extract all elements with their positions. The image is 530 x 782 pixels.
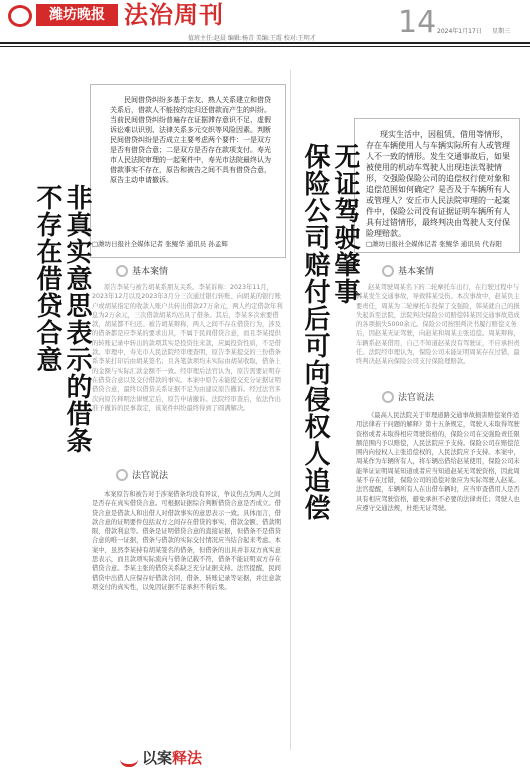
left-case-text: 原告李某与被告胡某系朋友关系。李某诉称：2023年11月，2023年12月以及2023年3月分三次通过银行转账、向胡某的银行账户或胡某指定的收款人账户共转出借款27万余元，两人约定借款年利息为2万余元，三次借款胡某均出具了借条。其后，李某多次索要借款，胡某都不归还。被告胡某辩称，两人之间不存在借贷行为，涉及的借条都是应李某的要求出具，不属于民间借贷合意，而且李某提供的转账记录中转出的款项其实是投资往来款，应属投资性质，不是借款。审理中，寿光市人民法院经审理查明，原告李某提交的三份借条系李某打印后由胡某签名；且各笔款项均未实际由胡某收取，借条上的金额与实际汇款金额不一致。经审理后法官认为，原告需要证明存在借贷合意以及交付借款的事实。本案中原告未能提交充分证据证明借贷合意，最终以借贷关系证据不足为由建议原告撤诉。经过法官多次向原告释明法律规定后，原告申请撤诉。法院经审查后，依法作出准予撤诉的民事裁定，该案件纠纷最终得到了圆满解决。 <box>92 284 283 412</box>
column-divider <box>290 70 291 750</box>
left-headline-line-2: 不存在借贷合意 <box>32 184 62 373</box>
editors-line: 值班主任:赵晨 编辑:杨青 美编:王霞 校对:王明才 <box>188 35 316 42</box>
right-headline-line-1: 无证驾驶肇事 <box>330 143 360 305</box>
issue-date: 2024年1月17日 <box>437 28 482 35</box>
right-headline <box>300 143 360 521</box>
right-analysis-text: 《最高人民法院关于审理道路交通事故损害赔偿案件适用法律若干问题的解释》第十五条规定，驾驶人未取得驾驶资格或者未取得相应驾驶资格的，保险公司在交强险责任限额范围内予以赔偿，人民法院应予支持。保险公司在赔偿范围内向侵权人主张追偿权的，人民法院应予支持。本案中，周某作为车辆所有人，将车辆出借给赵某使用，保险公司未能举证证明周某知道或者应当知道赵某无驾驶资格，因此周某不存在过错，保险公司的追偿对象应为实际驾驶人赵某。法官提醒，车辆所有人在出借车辆时，应当审查借用人是否具有相应驾驶资格，避免承担不必要的法律责任；驾驶人也应遵守交通法规，杜绝无证驾驶。 <box>356 412 520 512</box>
footer-logo-suffix: 释法 <box>172 749 203 767</box>
masthead-rule <box>0 42 530 44</box>
page-number: 14 <box>398 5 437 40</box>
section-circle-icon <box>116 265 128 277</box>
issue-weekday: 星期三 <box>492 28 511 35</box>
left-analysis-label: 法官说法 <box>132 471 169 481</box>
right-case-label: 基本案情 <box>398 267 435 277</box>
paper-name: 潍坊晚报 <box>36 4 118 26</box>
masthead-rule-thin <box>0 46 530 47</box>
right-headline-line-2: 保险公司赔付后可向侵权人追偿 <box>300 143 330 521</box>
section-circle-icon <box>382 265 394 277</box>
footer-logo <box>142 747 202 768</box>
left-analysis-heading <box>116 468 168 481</box>
paper-logo-icon <box>8 5 32 27</box>
right-analysis-heading <box>382 390 434 403</box>
section-circle-icon <box>382 391 394 403</box>
right-case-heading <box>382 264 434 277</box>
left-analysis-text: 本案原告和被告对于涉案借条均没有异议，争议焦点为两人之间是否存在真实借贷合意。可根据证据综合判断借贷合意是否成立。借贷合意是借款人和出借人对借款事实的意思表示一致。具体而言，借款合意的证明要件包括双方之间存在借贷的事实、借款金额、借款期限、借款利息等。借条是证明借贷合意的直接证据，但借条不是借贷合意的唯一证据，借条与借款的实际交付情况应当结合起来考虑。本案中，虽然李某持有胡某签名的借条，但借条的出具并非双方真实意思表示，而且款项实际流向与借条记载不符，借条不能证明双方存在借贷合意。李某主张的借贷关系缺乏充分证据支持。法官提醒，民间借贷中出借人应保存好借款合同、借条、转账记录等证据，并注意款项交付的真实性，以免因证据不足承担不利后果。 <box>92 491 281 591</box>
left-headline-line-1: 非真实意思表示的借条 <box>62 184 92 454</box>
footer-logo-prefix: 以案 <box>142 749 173 767</box>
left-byline: □潍坊日报社全媒体记者 张鲲华 通讯员 孙孟辉 <box>92 240 228 248</box>
left-lead-text: 民间借贷纠纷多基于亲友、熟人关系建立和借贷关系后，借款人不能按约定归还借款而产生的纠纷。当前民间借贷纠纷普遍存在证据滞存意识不足、虚假诉讼难以识别、法律关系多元交织等风险因素。判断民间借贷纠纷是否成立主要考虑两个要件：一是双方是否有借贷合意；二是双方是否存在款项支付。寿光市人民法院审理的一起案件中，寿光市法院最终认为借款事实不存在，原告和被告之间不具有借贷合意，原告主动申请撤诉。 <box>110 96 271 184</box>
left-case-label: 基本案情 <box>132 267 169 277</box>
section-title: 法治周刊 <box>124 1 224 29</box>
left-headline <box>32 184 92 454</box>
right-case-text: 赵某驾驶周某名下的二轮摩托车出行，在行驶过程中与韩某发生交通事故，导致韩某受伤。本次事故中，赵某负主要责任，周某为二轮摩托车投保了交强险，韩某就自己的损失起诉至法院，法院判决保险公司赔偿韩某因交通事故造成的各项损失5000余元。保险公司按照判决书履行赔偿义务后，因赵某无证驾驶，向赵某和周某主张追偿。周某辩称，车辆系赵某借用，自己不知道赵某没有驾驶证，不应承担责任。法院经审理认为，保险公司未能证明周某存在过错，最终判决赵某向保险公司支付保险理赔款。 <box>356 284 520 366</box>
footer-logo-icon <box>120 750 138 767</box>
left-case-heading <box>116 264 168 277</box>
right-analysis-label: 法官说法 <box>398 393 435 403</box>
section-circle-icon <box>116 469 128 481</box>
right-byline: □潍坊日报社全媒体记者 张鲲华 通讯员 代春阳 <box>366 240 502 248</box>
right-lead-text: 现实生活中，因租赁、借用等情形，存在车辆使用人与车辆实际所有人或管理人不一致的情形。发生交通事故后，如果被使用的机动车驾驶人出现违法驾驶情形，交强险保险公司的追偿权行使对象和追偿范围如何确定？是否及于车辆所有人或管理人？安丘市人民法院审理的一起案件中，保险公司没有证据证明车辆所有人具有过错情形，最终判决由驾驶人支付保险理赔款。 <box>366 130 510 238</box>
